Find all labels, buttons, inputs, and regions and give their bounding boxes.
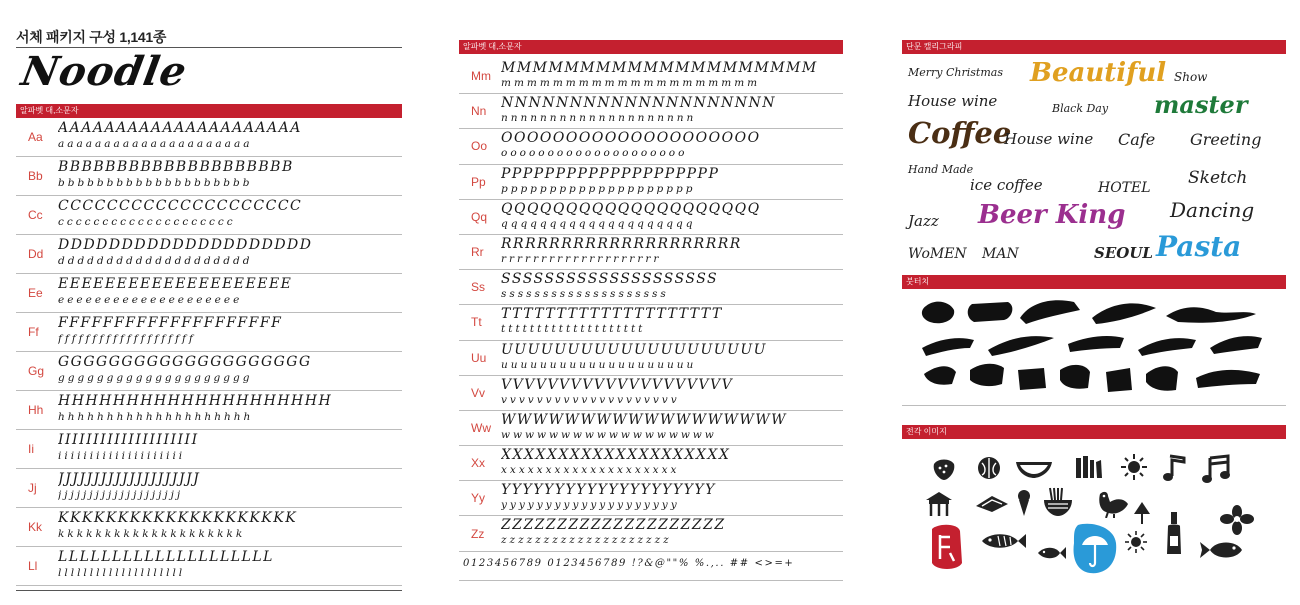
page-title: 서체 패키지 구성 1,141종 <box>16 29 167 45</box>
letter-label: Gg <box>28 364 45 378</box>
alphabet-row <box>459 411 843 446</box>
lowercase-glyphs: iiiiiiiiiiiiiiiiiiii <box>58 450 186 462</box>
uppercase-glyphs: JJJJJJJJJJJJJJJJJJJJ <box>58 471 201 487</box>
left-alphabet-table <box>16 118 402 586</box>
glyph-samples <box>58 274 402 312</box>
noodle-bowl-icon <box>1042 486 1074 518</box>
alphabet-row <box>459 341 843 376</box>
glyph-samples <box>58 196 402 234</box>
letter-label: Kk <box>28 520 43 534</box>
music-note-icon <box>1160 452 1188 484</box>
alphabet-row <box>16 196 402 235</box>
uppercase-glyphs: FFFFFFFFFFFFFFFFFFFF <box>58 315 283 331</box>
lowercase-glyphs: zzzzzzzzzzzzzzzzzzzz <box>501 534 672 547</box>
red-stamp-icon <box>928 523 964 571</box>
small-sun-icon <box>1124 530 1148 554</box>
alphabet-row <box>459 235 843 270</box>
glyph-samples <box>58 469 402 507</box>
uppercase-glyphs: EEEEEEEEEEEEEEEEEEEE <box>58 276 293 292</box>
numbers-symbols-line: 0123456789 0123456789 !?&@""% %.,.. ## <>=+ <box>463 558 795 569</box>
calligraphy-word: Sketch <box>1188 168 1248 188</box>
alphabet-row <box>459 446 843 481</box>
uppercase-glyphs: TTTTTTTTTTTTTTTTTTTT <box>501 306 723 323</box>
uppercase-glyphs: ZZZZZZZZZZZZZZZZZZZZ <box>501 517 726 534</box>
glyph-samples <box>58 157 402 195</box>
lowercase-glyphs: mmmmmmmmmmmmmmmmmmmm <box>501 77 761 89</box>
ice-cream-icon <box>1014 488 1034 518</box>
lowercase-glyphs: ssssssssssssssssssss <box>501 288 669 301</box>
letter-label: Bb <box>28 169 43 183</box>
sun-icon <box>1120 453 1148 481</box>
alphabet-row <box>16 157 402 196</box>
calligraphy-word: Greeting <box>1190 130 1262 149</box>
lowercase-glyphs: rrrrrrrrrrrrrrrrrrrr <box>501 252 662 265</box>
glyph-samples <box>58 430 402 468</box>
letter-label: Ee <box>28 286 43 300</box>
house-icon <box>924 490 954 518</box>
letter-label: Cc <box>28 208 43 222</box>
lowercase-glyphs: nnnnnnnnnnnnnnnnnnnn <box>501 112 697 125</box>
letter-label: Rr <box>471 245 484 260</box>
glyph-samples <box>501 165 843 199</box>
section-bar-alphabet-mid: 알파벳 대,소문자 <box>459 40 843 54</box>
letter-label: Ss <box>471 280 486 295</box>
umbrella-icon <box>1072 523 1118 575</box>
uppercase-glyphs: QQQQQQQQQQQQQQQQQQQQ <box>501 200 761 217</box>
alphabet-row <box>459 129 843 164</box>
section-bar-alphabet-left: 알파벳 대,소문자 <box>16 104 402 118</box>
letter-label: Jj <box>28 481 37 495</box>
fish-right-icon <box>1198 538 1246 562</box>
glyph-samples <box>501 94 843 128</box>
glyph-samples <box>501 59 843 93</box>
section-bar-brush: 붓터치 <box>902 275 1286 289</box>
uppercase-glyphs: BBBBBBBBBBBBBBBBBBBB <box>58 159 294 175</box>
lowercase-glyphs: uuuuuuuuuuuuuuuuuuuu <box>501 358 697 371</box>
watermelon-slice-icon <box>1014 458 1054 480</box>
lowercase-glyphs: eeeeeeeeeeeeeeeeeeee <box>58 294 243 306</box>
letter-label: Mm <box>471 69 491 84</box>
alphabet-row <box>459 200 843 235</box>
sandwich-icon <box>974 494 1010 514</box>
calligraphy-word: SEOUL <box>1094 244 1153 262</box>
lowercase-glyphs: llllllllllllllllllll <box>58 567 186 579</box>
uppercase-glyphs: GGGGGGGGGGGGGGGGGGGG <box>58 354 312 370</box>
letter-label: Vv <box>471 385 486 400</box>
uppercase-glyphs: YYYYYYYYYYYYYYYYYYYY <box>501 482 716 499</box>
uppercase-glyphs: XXXXXXXXXXXXXXXXXXXX <box>501 447 731 464</box>
fish-icon <box>978 530 1028 552</box>
uppercase-glyphs: LLLLLLLLLLLLLLLLLLLL <box>58 549 274 565</box>
calligraphy-word: Pasta <box>1156 230 1242 263</box>
calligraphy-word: House wine <box>908 92 998 110</box>
calligraphy-word: Dancing <box>1170 198 1255 222</box>
brush-divider <box>902 405 1286 406</box>
glyph-samples <box>501 270 843 304</box>
alphabet-row <box>16 469 402 508</box>
alphabet-row <box>459 165 843 200</box>
lowercase-glyphs: tttttttttttttttttttt <box>501 323 646 336</box>
letter-label: Aa <box>28 130 43 144</box>
letter-label: Ww <box>471 420 491 435</box>
glyph-samples <box>58 547 402 585</box>
glyph-samples <box>501 516 843 550</box>
glyph-samples <box>501 446 843 480</box>
alphabet-row <box>459 59 843 94</box>
books-icon <box>1074 454 1104 480</box>
mid-bottom-divider <box>459 580 843 581</box>
uppercase-glyphs: SSSSSSSSSSSSSSSSSSSS <box>501 271 719 288</box>
alphabet-row <box>459 305 843 340</box>
lowercase-glyphs: wwwwwwwwwwwwwwwwww <box>501 428 717 441</box>
font-logo: Noodle <box>17 48 191 95</box>
lowercase-glyphs: oooooooooooooooooooo <box>501 147 688 160</box>
uppercase-glyphs: NNNNNNNNNNNNNNNNNNNN <box>501 95 776 112</box>
alphabet-row <box>16 352 402 391</box>
alphabet-row <box>16 508 402 547</box>
lowercase-glyphs: pppppppppppppppppppp <box>501 182 696 195</box>
letter-label: Tt <box>471 315 482 330</box>
uppercase-glyphs: VVVVVVVVVVVVVVVVVVVV <box>501 376 734 393</box>
letter-label: Ff <box>28 325 39 339</box>
uppercase-glyphs: PPPPPPPPPPPPPPPPPPPP <box>501 165 720 182</box>
alphabet-row <box>459 516 843 551</box>
glyph-samples <box>58 391 402 429</box>
calligraphy-word: Cafe <box>1118 130 1156 149</box>
glyph-samples <box>501 235 843 269</box>
alphabet-row <box>16 547 402 586</box>
calligraphy-word: HOTEL <box>1098 180 1151 196</box>
glyph-samples <box>501 200 843 234</box>
lowercase-glyphs: jjjjjjjjjjjjjjjjjjjj <box>58 489 184 501</box>
alphabet-row <box>16 235 402 274</box>
letter-label: Xx <box>471 456 486 471</box>
alphabet-row <box>16 391 402 430</box>
alphabet-row <box>16 274 402 313</box>
uppercase-glyphs: RRRRRRRRRRRRRRRRRRRR <box>501 235 742 252</box>
tree-icon <box>1132 500 1152 526</box>
left-bottom-divider <box>16 590 402 591</box>
letter-label: Oo <box>471 139 488 154</box>
glyph-samples <box>501 129 843 163</box>
uppercase-glyphs: KKKKKKKKKKKKKKKKKKKK <box>58 510 298 526</box>
calligraphy-word: WoMEN <box>908 246 967 262</box>
double-music-note-icon <box>1202 452 1242 486</box>
glyph-samples <box>58 118 402 156</box>
flower-icon <box>1220 504 1254 536</box>
calligraphy-word: MAN <box>982 246 1019 262</box>
letter-label: Ll <box>28 559 38 573</box>
calligraphy-word: Black Day <box>1052 102 1109 115</box>
lowercase-glyphs: gggggggggggggggggggg <box>58 372 253 384</box>
calligraphy-word: ice coffee <box>970 176 1043 194</box>
letter-label: Qq <box>471 209 488 224</box>
alphabet-row <box>459 376 843 411</box>
uppercase-glyphs: UUUUUUUUUUUUUUUUUUUU <box>501 341 767 358</box>
alphabet-row <box>459 481 843 516</box>
uppercase-glyphs: CCCCCCCCCCCCCCCCCCCC <box>58 198 303 214</box>
glyph-samples <box>58 235 402 273</box>
glyph-samples <box>58 508 402 546</box>
lowercase-glyphs: dddddddddddddddddddd <box>58 255 253 267</box>
calligraphy-word: Show <box>1174 70 1208 84</box>
uppercase-glyphs: HHHHHHHHHHHHHHHHHHHH <box>58 393 333 409</box>
calligraphy-word: Jazz <box>908 212 939 230</box>
letter-label: Pp <box>471 174 486 189</box>
lowercase-glyphs: vvvvvvvvvvvvvvvvvvvv <box>501 393 680 406</box>
lowercase-glyphs: qqqqqqqqqqqqqqqqqqqq <box>501 217 696 230</box>
strawberry-icon <box>930 456 958 482</box>
alphabet-row <box>459 270 843 305</box>
uppercase-glyphs: AAAAAAAAAAAAAAAAAAAAA <box>58 120 302 136</box>
section-bar-illustration: 전각 이미지 <box>902 425 1286 439</box>
section-bar-calligraphy: 단문 캘리그라피 <box>902 40 1286 54</box>
calligraphy-word: Coffee <box>908 116 1012 150</box>
letter-label: Yy <box>471 491 486 506</box>
calligraphy-word: Hand Made <box>908 163 974 176</box>
uppercase-glyphs: WWWWWWWWWWWWWWWWWW <box>501 411 788 428</box>
letter-label: Dd <box>28 247 44 261</box>
glyph-samples <box>501 411 843 445</box>
glyph-samples <box>58 352 402 390</box>
glyph-samples <box>501 376 843 410</box>
lowercase-glyphs: aaaaaaaaaaaaaaaaaaaaa <box>58 138 253 150</box>
alphabet-row <box>459 94 843 129</box>
letter-label: Hh <box>28 403 44 417</box>
rooster-icon <box>1094 488 1130 518</box>
uppercase-glyphs: MMMMMMMMMMMMMMMMMMMM <box>501 60 818 76</box>
mid-alphabet-table <box>459 59 843 552</box>
calligraphy-word: master <box>1154 90 1248 119</box>
letter-label: Uu <box>471 350 487 365</box>
calligraphy-word: Merry Christmas <box>908 66 1003 79</box>
brush-strokes-graphic <box>916 292 1286 404</box>
lowercase-glyphs: kkkkkkkkkkkkkkkkkkkk <box>58 528 246 540</box>
alphabet-row <box>16 430 402 469</box>
calligraphy-word: House wine <box>1004 130 1094 148</box>
lowercase-glyphs: xxxxxxxxxxxxxxxxxxxx <box>501 464 680 477</box>
small-fish-icon <box>1036 544 1068 562</box>
bottle-icon <box>1164 510 1184 556</box>
letter-label: Ii <box>28 442 34 456</box>
lowercase-glyphs: yyyyyyyyyyyyyyyyyyyy <box>501 499 680 512</box>
letter-label: Nn <box>471 104 487 119</box>
calligraphy-word: Beer King <box>978 200 1126 230</box>
lowercase-glyphs: bbbbbbbbbbbbbbbbbbbb <box>58 177 253 189</box>
lowercase-glyphs: hhhhhhhhhhhhhhhhhhhh <box>58 411 254 423</box>
glyph-samples <box>501 305 843 339</box>
glyph-samples <box>501 481 843 515</box>
lowercase-glyphs: cccccccccccccccccccc <box>58 216 236 228</box>
alphabet-row <box>16 313 402 352</box>
uppercase-glyphs: DDDDDDDDDDDDDDDDDDDD <box>58 237 313 253</box>
watermelon-icon <box>976 455 1002 481</box>
glyph-samples <box>58 313 402 351</box>
uppercase-glyphs: IIIIIIIIIIIIIIIIIIII <box>58 432 199 448</box>
letter-label: Zz <box>471 526 485 541</box>
glyph-samples <box>501 341 843 375</box>
calligraphy-word: Beautiful <box>1030 58 1167 88</box>
lowercase-glyphs: ffffffffffffffffffff <box>58 333 196 345</box>
uppercase-glyphs: OOOOOOOOOOOOOOOOOOOO <box>501 130 761 147</box>
alphabet-row <box>16 118 402 157</box>
